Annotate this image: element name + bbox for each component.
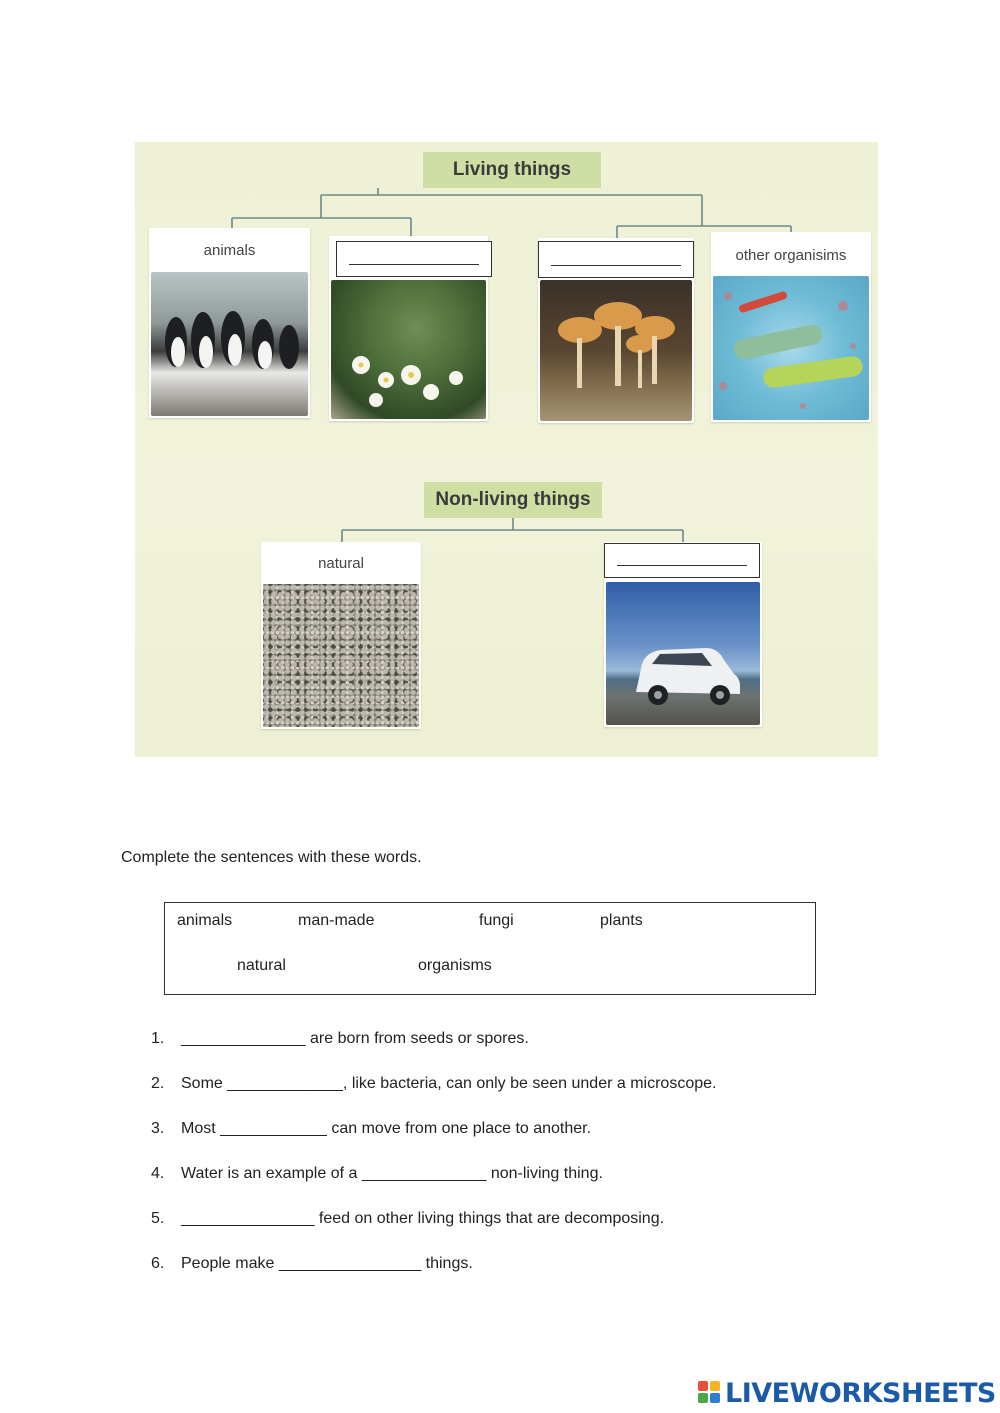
sentence-1 (151, 1030, 529, 1048)
mushrooms-icon (540, 280, 692, 421)
penguins-icon (151, 272, 308, 416)
sentence-text: ______________ are born from seeds or spores. (181, 1030, 529, 1047)
instruction-text: Complete the sentences with these words. (121, 849, 422, 866)
answer-box-man-made[interactable] (604, 543, 760, 578)
word-bank (164, 902, 816, 995)
card-label: natural (318, 555, 364, 572)
answer-line (349, 264, 479, 265)
word-plants: plants (600, 912, 643, 929)
liveworksheets-mark-icon (698, 1381, 722, 1405)
car-photo (606, 582, 760, 725)
card-other-organisms (711, 232, 871, 422)
word-natural: natural (237, 957, 286, 974)
word-animals: animals (177, 912, 233, 929)
sentence-text: People make ________________ things. (181, 1255, 473, 1272)
sentence-5 (151, 1210, 664, 1228)
sentence-text: Most ____________ can move from one place to another. (181, 1120, 592, 1137)
living-things-title: Living things (423, 152, 601, 188)
sentence-text: _______________ feed on other living things that are decomposing. (181, 1210, 665, 1227)
diagram (135, 142, 878, 757)
flowers-photo (331, 280, 486, 419)
sentence-4 (151, 1165, 603, 1183)
answer-line (617, 565, 747, 566)
sentence-text: Water is an example of a ______________ non-living thing. (181, 1165, 603, 1182)
card-label: other organisims (735, 247, 847, 264)
penguins-photo (151, 272, 308, 416)
answer-line (551, 265, 681, 266)
sentence-2 (151, 1075, 716, 1093)
brand-name: LIVEWORKSHEETS (725, 1377, 996, 1409)
card-natural (261, 542, 421, 729)
answer-box-plants[interactable] (336, 241, 492, 277)
sentence-3 (151, 1120, 591, 1138)
sentence-6 (151, 1255, 473, 1273)
bacteria-icon (713, 276, 869, 420)
bacteria-photo (713, 276, 869, 420)
word-fungi: fungi (479, 912, 514, 929)
mushrooms-photo (540, 280, 692, 421)
non-living-things-title: Non-living things (424, 482, 602, 518)
car-icon (606, 582, 760, 725)
card-label: animals (203, 242, 256, 259)
sentence-number: 4. (151, 1165, 165, 1182)
pebbles-photo (263, 584, 419, 727)
flowers-icon (331, 280, 486, 419)
liveworksheets-logo (698, 1378, 996, 1408)
sentence-number: 3. (151, 1120, 165, 1137)
card-animals (149, 228, 310, 418)
sentence-number: 5. (151, 1210, 165, 1227)
sentence-text: Some _____________, like bacteria, can only be seen under a microscope. (181, 1075, 717, 1092)
sentence-number: 2. (151, 1075, 165, 1092)
word-man-made: man-made (298, 912, 375, 929)
answer-box-fungi[interactable] (538, 241, 694, 278)
word-organisms: organisms (418, 957, 492, 974)
sentence-number: 6. (151, 1255, 165, 1272)
sentence-number: 1. (151, 1030, 165, 1047)
